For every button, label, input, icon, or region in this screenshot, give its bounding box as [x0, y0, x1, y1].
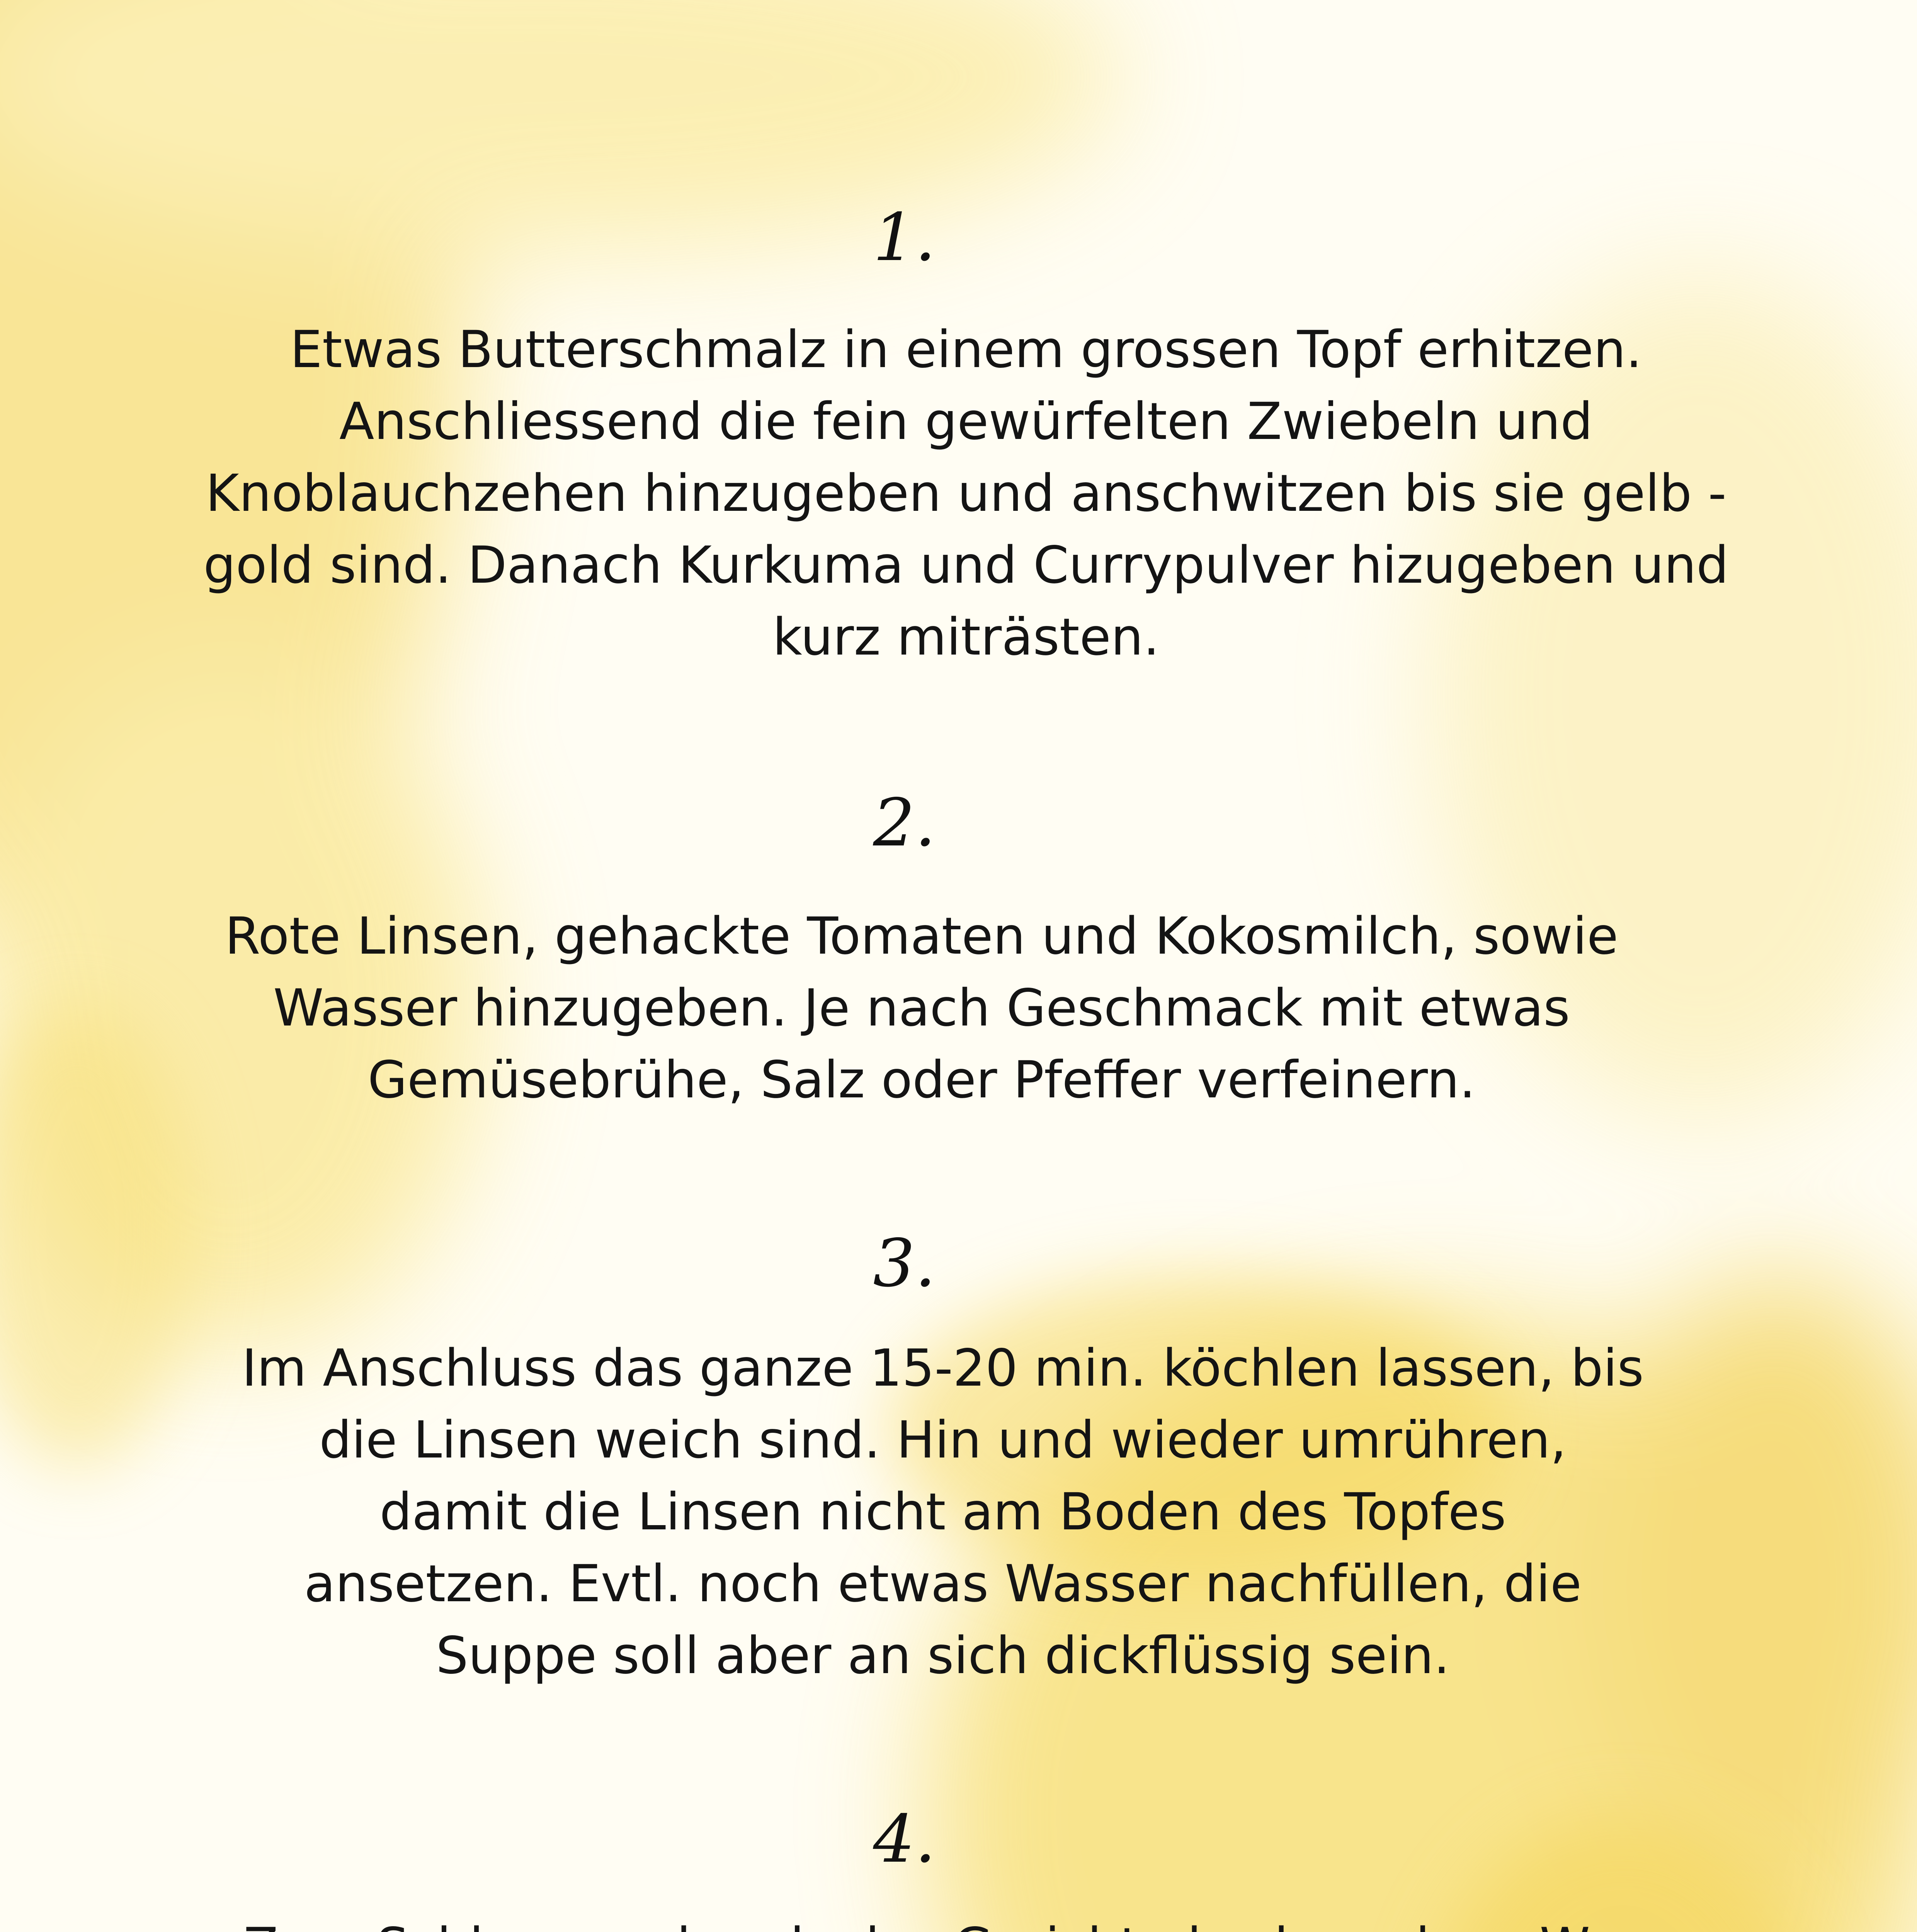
step-1-number: 1. — [0, 205, 1863, 270]
step-3-number: 3. — [0, 1231, 1863, 1296]
step-1-text: Etwas Butterschmalz in einem grossen Topf erhitzen. Anschliessend die fein gewürfelten Zwiebeln und Knoblauchzehen hinzugeben und anschwitzen bis sie gelb - gold sind. Danach Kurkuma und Currypulver hizugeben und kurz miträsten. — [162, 314, 1770, 673]
step-4-number: 4. — [0, 1806, 1863, 1872]
step-3-text: Im Anschluss das ganze 15-20 min. köchlen lassen, bis die Linsen weich sind. Hin und wieder umrühren, damit die Linsen nicht am Boden des Topfes ansetzen. Evtl. noch etwas Wasser nachfüllen, die Suppe soll aber an sich dickflüssig sein. — [162, 1332, 1723, 1692]
step-2-number: 2. — [0, 790, 1863, 856]
step-2-text: Rote Linsen, gehackte Tomaten und Kokosmilch, sowie Wasser hinzugeben. Je nach Geschmack mit etwas Gemüsebrühe, Salz oder Pfeffer verfeinern. — [162, 900, 1681, 1116]
step-4-text — [243, 1911, 1828, 1932]
